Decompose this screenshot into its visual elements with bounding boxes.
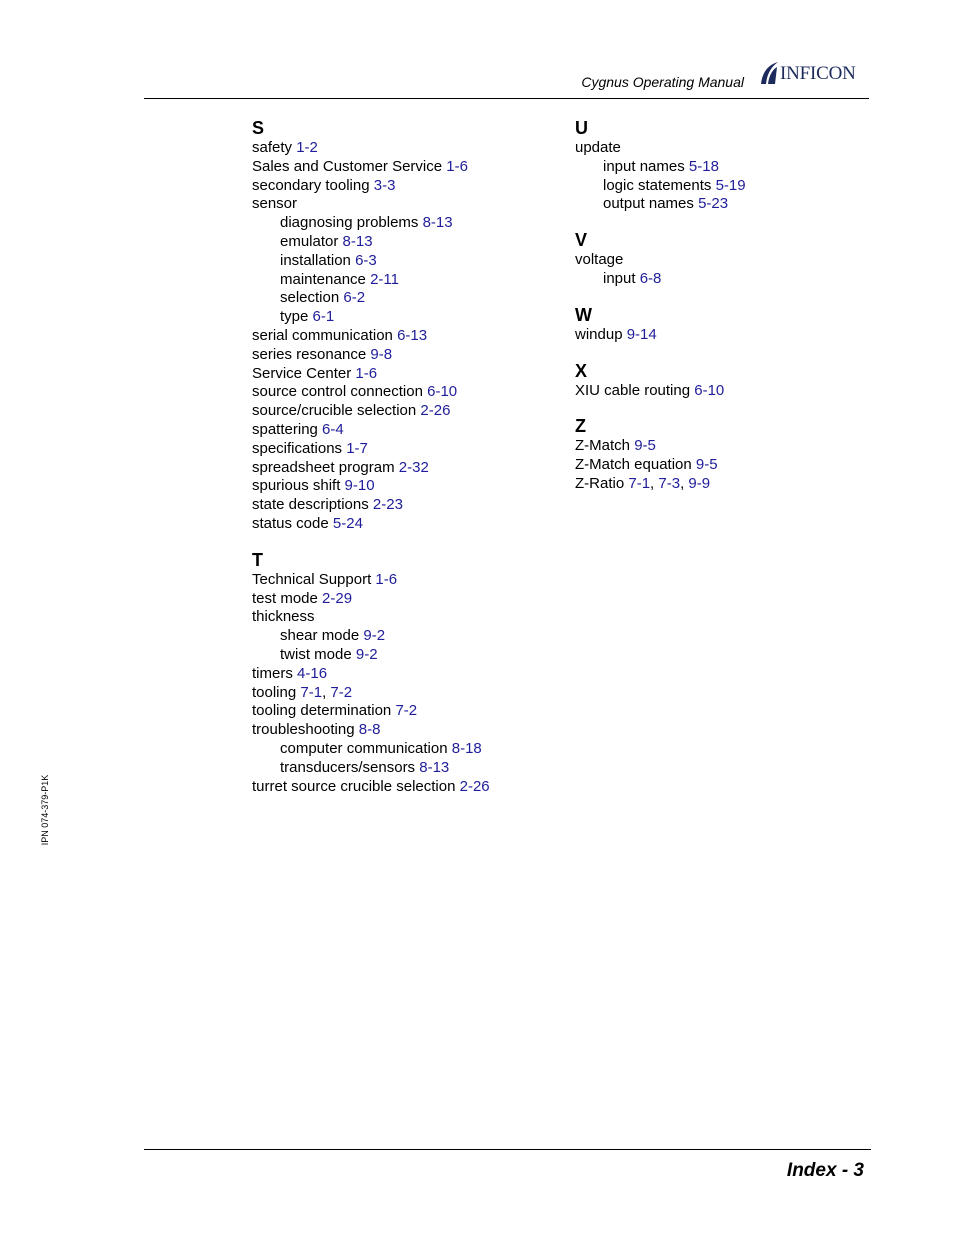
index-entry xyxy=(252,440,490,459)
page-label: Index - 3 xyxy=(786,1160,864,1181)
index-term: spurious shift xyxy=(252,477,341,495)
index-subentry xyxy=(252,252,490,271)
section-letter: X xyxy=(575,360,588,381)
index-entry xyxy=(575,437,746,456)
footer-divider xyxy=(144,1149,871,1150)
index-term: safety xyxy=(252,139,293,156)
index-entry xyxy=(252,158,490,177)
page-ref-link[interactable]: 2-11 xyxy=(370,270,399,288)
index-entry xyxy=(252,421,490,440)
page-ref-link[interactable]: 7-2 xyxy=(395,702,418,720)
index-column-left xyxy=(252,118,490,812)
page-ref-link[interactable]: 8-13 xyxy=(342,232,373,250)
page-ref-link[interactable]: 6-10 xyxy=(427,383,458,401)
page-ref-link[interactable]: 5-23 xyxy=(698,195,729,213)
index-entry xyxy=(252,721,490,740)
page-ref-link[interactable]: 1-6 xyxy=(375,570,398,588)
page-ref-link[interactable]: 8-13 xyxy=(419,758,450,776)
index-term: Service Center xyxy=(252,364,352,382)
index-term: turret source crucible selection xyxy=(252,777,456,795)
inficon-logo xyxy=(758,59,873,89)
index-column-right xyxy=(575,118,746,510)
page-ref-link[interactable]: 8-8 xyxy=(358,721,381,739)
page-ref-link[interactable]: 2-32 xyxy=(398,458,429,476)
index-entry xyxy=(252,477,490,496)
section-letter: Z xyxy=(575,416,586,437)
index-term: input xyxy=(603,269,636,287)
page-ref-link[interactable]: 6-13 xyxy=(397,326,428,344)
page-ref-link[interactable]: 8-13 xyxy=(422,214,453,232)
index-entry xyxy=(252,177,490,196)
index-subentry xyxy=(252,271,490,290)
index-section-t xyxy=(252,550,490,797)
page-ref-link[interactable]: 1-6 xyxy=(355,364,378,382)
index-entry xyxy=(252,139,490,158)
index-entry xyxy=(575,139,746,158)
page-ref-link[interactable]: 9-9 xyxy=(688,474,711,492)
page-ref-link[interactable]: 3-3 xyxy=(373,176,396,194)
page-ref-link[interactable]: 7-1 xyxy=(300,683,323,701)
index-entry xyxy=(252,496,490,515)
page-ref-link[interactable]: 9-2 xyxy=(363,627,386,645)
section-letter: U xyxy=(575,118,588,138)
index-term: serial communication xyxy=(252,326,393,344)
index-entry: tooling 7-1, 7-2 xyxy=(252,683,353,701)
index-subentry xyxy=(252,740,490,759)
header-divider xyxy=(144,98,869,99)
index-term: status code xyxy=(252,514,329,532)
index-term: spattering xyxy=(252,420,318,438)
index-term: voltage xyxy=(575,251,624,269)
index-subentry xyxy=(252,233,490,252)
index-term: tooling determination xyxy=(252,702,392,720)
index-subentry xyxy=(575,270,746,289)
index-term: output names xyxy=(603,195,694,213)
page-ref-link[interactable]: 6-3 xyxy=(355,251,377,269)
section-letter: S xyxy=(252,118,265,138)
page-ref-link[interactable]: 1-2 xyxy=(296,139,318,156)
index-entry xyxy=(252,459,490,478)
index-section-z xyxy=(575,416,746,493)
page-ref-link[interactable]: 9-5 xyxy=(634,437,656,455)
index-entry xyxy=(575,326,746,345)
index-term: emulator xyxy=(280,232,339,250)
index-term: input names xyxy=(603,157,685,175)
index-term: installation xyxy=(280,251,351,269)
document-part-number: IPN 074-379-P1K xyxy=(40,774,50,846)
index-term: test mode xyxy=(252,589,318,607)
section-letter: W xyxy=(575,304,592,325)
index-subentry xyxy=(575,158,746,177)
index-subentry xyxy=(252,308,490,327)
page-ref-link[interactable]: 6-10 xyxy=(694,381,725,399)
page-ref-link[interactable]: 8-18 xyxy=(451,739,482,757)
index-entry xyxy=(252,665,490,684)
page-ref-link[interactable]: 6-4 xyxy=(322,420,344,438)
index-section-v xyxy=(575,230,746,289)
page-ref-link[interactable]: 2-23 xyxy=(372,496,403,514)
index-term: source control connection xyxy=(252,383,423,401)
page-ref-link[interactable]: 2-26 xyxy=(420,402,451,420)
index-section-w xyxy=(575,305,746,345)
index-term: maintenance xyxy=(280,270,366,288)
index-entry xyxy=(252,365,490,384)
index-entry xyxy=(252,195,490,214)
index-term: computer communication xyxy=(280,739,448,757)
index-subentry xyxy=(252,289,490,308)
index-entry xyxy=(575,456,746,475)
index-subentry xyxy=(252,646,490,665)
index-term: logic statements xyxy=(603,176,712,194)
section-letter: V xyxy=(575,230,588,251)
index-term: state descriptions xyxy=(252,496,369,514)
index-section-s xyxy=(252,118,490,534)
page-ref-link[interactable]: 2-26 xyxy=(459,777,490,795)
index-term: secondary tooling xyxy=(252,176,370,194)
index-term: XIU cable routing xyxy=(575,381,691,399)
index-entry xyxy=(252,778,490,797)
page-ref-link[interactable]: 9-14 xyxy=(626,325,657,343)
index-entry xyxy=(252,383,490,402)
index-entry xyxy=(252,608,490,627)
page-ref-link[interactable]: 9-8 xyxy=(370,345,393,363)
index-entry xyxy=(575,382,746,401)
index-entry xyxy=(252,571,490,590)
page-ref-link[interactable]: 1-6 xyxy=(446,157,468,175)
index-term: diagnosing problems xyxy=(280,214,419,232)
index-section-u xyxy=(575,118,746,214)
index-entry xyxy=(252,590,490,609)
index-term: Z-Match equation xyxy=(575,456,692,474)
index-term: selection xyxy=(280,289,340,307)
index-entry xyxy=(252,402,490,421)
index-term: twist mode xyxy=(280,645,352,663)
index-term: tooling xyxy=(252,683,297,701)
index-subentry xyxy=(575,177,746,196)
page-ref-link[interactable]: 5-19 xyxy=(715,176,746,194)
index-term: spreadsheet program xyxy=(252,458,395,476)
page-ref-link[interactable]: 7-3 xyxy=(658,474,681,492)
index-term: troubleshooting xyxy=(252,721,355,739)
index-term: Technical Support xyxy=(252,570,372,588)
index-term: specifications xyxy=(252,439,343,457)
index-entry: Z-Ratio 7-1, 7-3, 9-9 xyxy=(575,474,711,492)
page-ref-link[interactable]: 6-1 xyxy=(312,308,335,326)
page-ref-link[interactable]: 5-18 xyxy=(688,157,719,175)
index-section-x xyxy=(575,361,746,401)
section-letter: T xyxy=(252,549,263,570)
index-entry xyxy=(575,251,746,270)
index-term: shear mode xyxy=(280,627,360,645)
logo-swoosh-icon xyxy=(758,60,780,86)
index-subentry xyxy=(252,759,490,778)
page-ref-link[interactable]: 9-5 xyxy=(695,456,718,474)
page-ref-link[interactable]: 2-29 xyxy=(322,589,353,607)
manual-title: Cygnus Operating Manual xyxy=(581,74,744,90)
index-subentry xyxy=(252,627,490,646)
page-ref-link[interactable]: 9-10 xyxy=(344,477,375,495)
page-ref-link[interactable]: 6-2 xyxy=(343,289,366,307)
page-ref-link[interactable]: 7-1 xyxy=(628,474,651,492)
index-entry xyxy=(252,346,490,365)
logo-text: INFICON xyxy=(780,63,856,84)
page-ref-link[interactable]: 9-2 xyxy=(355,645,378,663)
index-term: series resonance xyxy=(252,345,367,363)
index-term: windup xyxy=(575,325,623,343)
index-term: update xyxy=(575,139,621,156)
index-term: source/crucible selection xyxy=(252,402,417,420)
index-subentry xyxy=(575,195,746,214)
index-term: thickness xyxy=(252,608,315,626)
index-term: transducers/sensors xyxy=(280,758,416,776)
index-term: Sales and Customer Service xyxy=(252,157,443,175)
page-ref-link[interactable]: 5-24 xyxy=(332,514,363,532)
page-ref-link[interactable]: 7-2 xyxy=(330,683,353,701)
index-entry xyxy=(252,515,490,534)
index-term: Z-Ratio xyxy=(575,474,625,492)
index-term: type xyxy=(280,308,309,326)
page-ref-link[interactable]: 1-7 xyxy=(346,439,368,457)
index-term: Z-Match xyxy=(575,437,631,455)
page-ref-link[interactable]: 6-8 xyxy=(639,269,662,287)
index-subentry xyxy=(252,214,490,233)
index-term: timers xyxy=(252,664,293,682)
index-entry xyxy=(252,702,490,721)
index-entry xyxy=(252,327,490,346)
page-ref-link[interactable]: 4-16 xyxy=(297,664,328,682)
index-term: sensor xyxy=(252,195,298,213)
